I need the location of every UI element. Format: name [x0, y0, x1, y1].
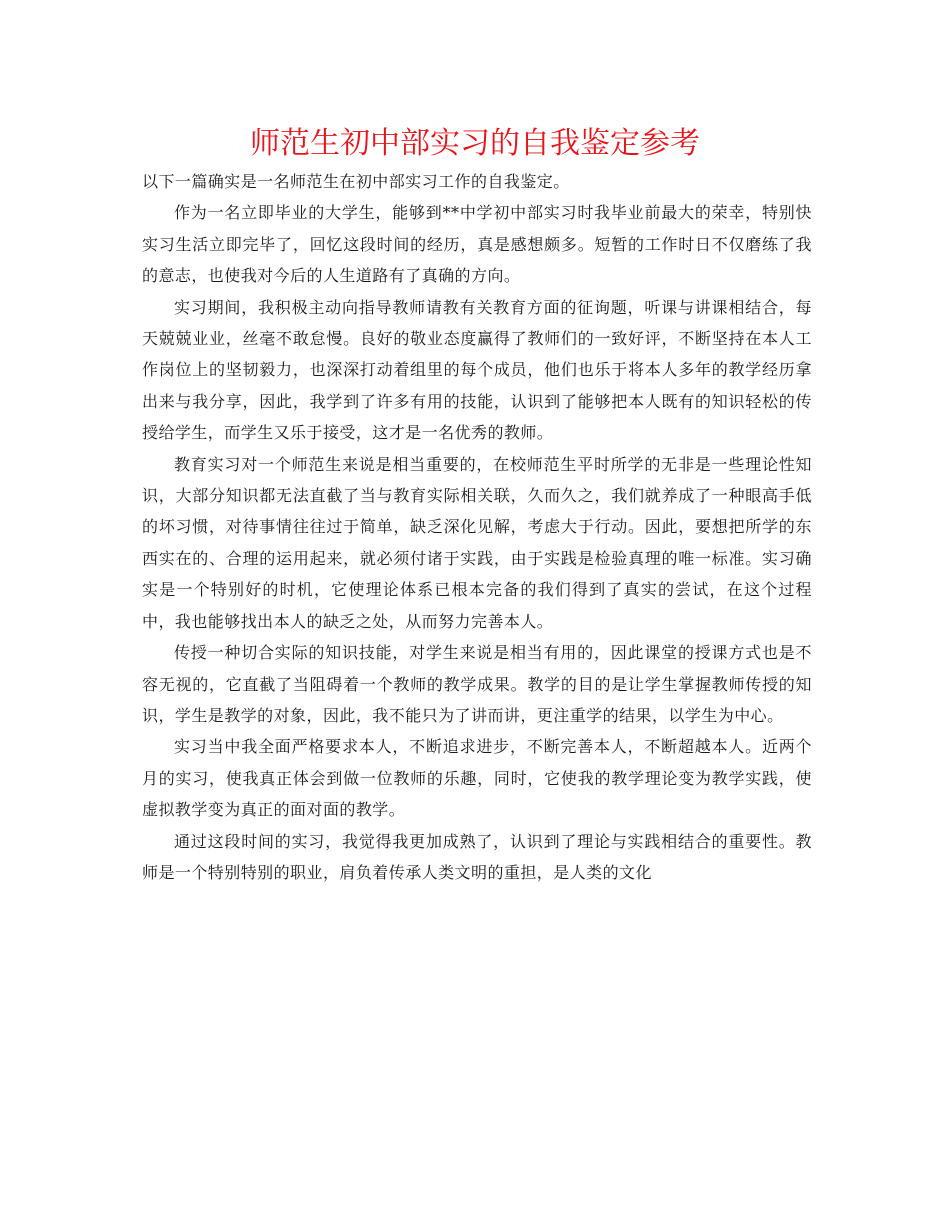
body-paragraph: 实习期间，我积极主动向指导教师请教有关教育方面的征询题，听课与讲课相结合，每天兢兢业业，丝毫不敢怠慢。良好的敬业态度赢得了教师们的一致好评，不断坚持在本人工作岗位上的坚韧毅力，也深深打动着组里的每个成员，他们也乐于将本人多年的教学经历拿出来与我分享，因此，我学到了许多有用的技能，认识到了能够把本人既有的知识轻松的传授给学生，而学生又乐于接受，这才是一名优秀的教师。	[142, 297, 812, 443]
body-paragraph: 作为一名立即毕业的大学生，能够到**中学初中部实习时我毕业前最大的荣幸，特别快实习生活立即完毕了，回忆这段时间的经历，真是感想颇多。短暂的工作时日不仅磨练了我的意志，也使我对今后的人生道路有了真确的方向。	[142, 203, 812, 286]
document-title: 师范生初中部实习的自我鉴定参考	[250, 126, 700, 161]
body-paragraph: 传授一种切合实际的知识技能，对学生来说是相当有用的，因此课堂的授课方式也是不容无视的，它直截了当阻碍着一个教师的教学成果。教学的目的是让学生掌握教师传授的知识，学生是教学的对象，因此，我不能只为了讲而讲，更注重学的结果，以学生为中心。	[142, 643, 812, 725]
intro-paragraph: 以下一篇确实是一名师范生在初中部实习工作的自我鉴定。	[142, 172, 570, 191]
body-paragraph: 通过这段时间的实习，我觉得我更加成熟了，认识到了理论与实践相结合的重要性。教师是一个特别特别的职业，肩负着传承人类文明的重担，是人类的文化	[142, 831, 812, 882]
document-body	[142, 166, 812, 888]
body-paragraph: 实习当中我全面严格要求本人，不断追求进步，不断完善本人，不断超越本人。近两个月的实习，使我真正体会到做一位教师的乐趣，同时，它使我的教学理论变为教学实践，使虚拟教学变为真正的面对面的教学。	[142, 737, 812, 820]
body-paragraph: 教育实习对一个师范生来说是相当重要的，在校师范生平时所学的无非是一些理论性知识，大部分知识都无法直截了当与教育实际相关联，久而久之，我们就养成了一种眼高手低的坏习惯，对待事情往往过于简单，缺乏深化见解，考虑大于行动。因此，要想把所学的东西实在的、合理的运用起来，就必须付诸于实践，由于实践是检验真理的唯一标准。实习确实是一个特别好的时机，它使理论体系已根本完备的我们得到了真实的尝试，在这个过程中，我也能够找出本人的缺乏之处，从而努力完善本人。	[142, 454, 812, 631]
